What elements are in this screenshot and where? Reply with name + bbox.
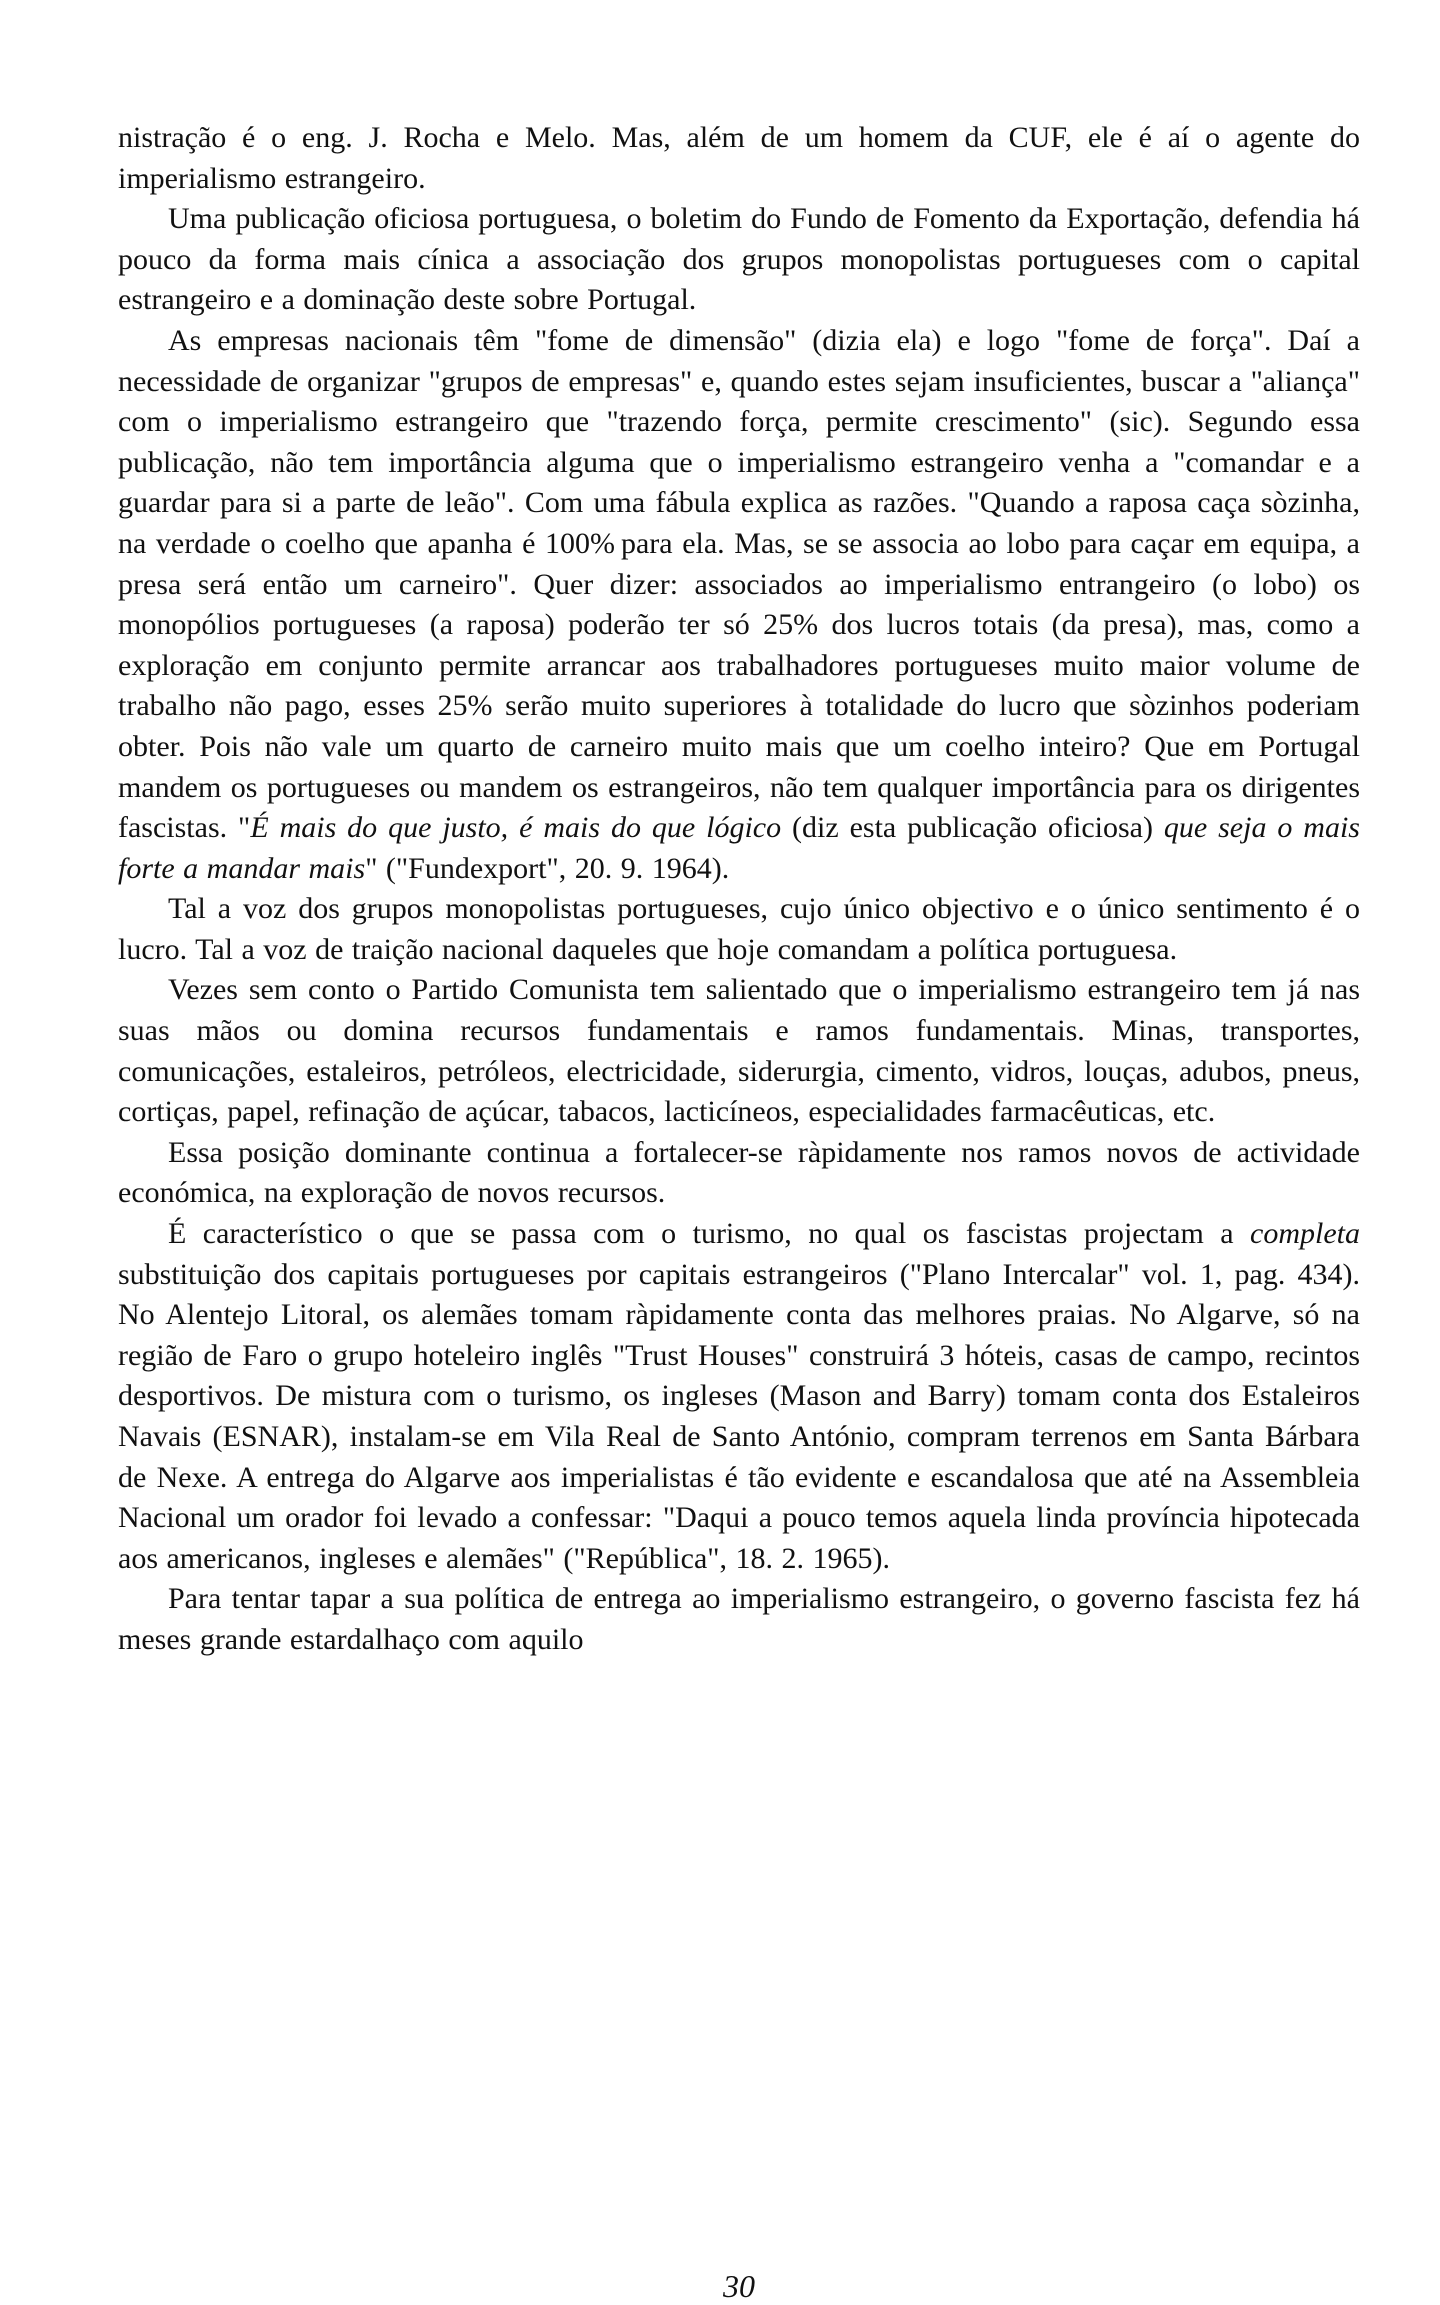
body-text	[118, 118, 1360, 1661]
text-run: (diz esta publicação oficiosa)	[781, 811, 1164, 845]
text-run: " ("Fundexport", 20. 9. 1964).	[365, 851, 730, 885]
text-run: É característico o que se passa com o turismo, no qual os fascistas projectam a	[168, 1217, 1251, 1251]
text-run: Essa posição dominante continua a fortalecer-se ràpidamente nos ramos novos de actividade económica, na exploração de novos recursos.	[118, 1135, 1360, 1210]
paragraph	[118, 118, 1360, 199]
page-number: 30	[723, 2268, 755, 2304]
text-run: Vezes sem conto o Partido Comunista tem salientado que o imperialismo estrangeiro tem já nas suas mãos ou domina recursos fundamentais e ramos fundamentais. Minas, transportes, comunicações, estaleiros, petróleos, electricidade, siderurgia, cimento, vidros, louças, adubos, pneus, cortiças, papel, refinação de açúcar, tabacos, lacticíneos, especialidades farmacêuticas, etc.	[118, 973, 1360, 1129]
italic-text: que seja o mais forte a mandar mais	[118, 811, 1360, 885]
text-run: As empresas nacionais têm "fome de dimensão" (dizia ela) e logo "fome de força". Daí a necessidade de organizar "grupos de empresas" e, quando estes sejam insuficientes, buscar a "aliança" com o imperialismo estrangeiro que "trazendo força, permite crescimento" (sic). Segundo essa publicação, não tem importância alguma que o imperialismo estrangeiro venha a "comandar e a guardar para si a parte de leão". Com uma fábula explica as razões. "Quando a raposa caça sòzinha, na verdade o coelho que apanha é 100% para ela. Mas, se se associa ao lobo para caçar em equipa, a presa será então um carneiro". Quer dizer: associados ao imperialismo entrangeiro (o lobo) os monopólios portugueses (a raposa) poderão ter só 25% dos lucros totais (da presa), mas, como a exploração em conjunto permite arrancar aos trabalhadores portugueses muito maior volume de trabalho não pago, esses 25% serão muito superiores à totalidade do lucro que sòzinhos poderiam obter. Pois não vale um quarto de carneiro muito mais que um coelho inteiro? Que em Portugal mandem os portugueses ou mandem os estrangeiros, não tem qualquer importância para os dirigentes fascistas. "	[118, 323, 1360, 845]
paragraph	[118, 1133, 1360, 1214]
italic-text: completa	[1250, 1217, 1360, 1251]
text-run: substituição dos capitais portugueses por capitais estrangeiros ("Plano Intercalar" vol. 1, pag. 434). No Alentejo Litoral, os alemães tomam ràpidamente conta das melhores praias. No Algarve, só na região de Faro o grupo hoteleiro inglês "Trust Houses" construirá 3 hóteis, casas de campo, recintos desportivos. De mistura com o turismo, os ingleses (Mason and Barry) tomam conta dos Estaleiros Navais (ESNAR), instalam-se em Vila Real de Santo António, compram terrenos em Santa Bárbara de Nexe. A entrega do Algarve aos imperialistas é tão evidente e escandalosa que até na Assembleia Nacional um orador foi levado a confessar: "Daqui a pouco temos aquela linda província hipotecada aos americanos, ingleses e alemães" ("República", 18. 2. 1965).	[118, 1257, 1360, 1575]
text-run: Uma publicação oficiosa portuguesa, o boletim do Fundo de Fomento da Exportação, defendia há pouco da forma mais cínica a associação dos grupos monopolistas portugueses com o capital estrangeiro e a dominação deste sobre Portugal.	[118, 202, 1360, 317]
italic-text: É mais do que justo, é mais do que lógico	[250, 811, 782, 845]
text-run: Tal a voz dos grupos monopolistas portugueses, cujo único objectivo e o único sentimento é o lucro. Tal a voz de traição nacional daqueles que hoje comandam a política portuguesa.	[118, 892, 1360, 966]
paragraph	[118, 970, 1360, 1132]
paragraph	[118, 889, 1360, 970]
paragraph	[118, 321, 1360, 889]
book-page	[118, 118, 1360, 2304]
paragraph	[118, 1579, 1360, 1660]
paragraph	[118, 199, 1360, 321]
paragraph	[118, 1214, 1360, 1579]
text-run: nistração é o eng. J. Rocha e Melo. Mas, além de um homem da CUF, ele é aí o agente do imperialismo estrangeiro.	[118, 121, 1360, 195]
text-run: Para tentar tapar a sua política de entrega ao imperialismo estrangeiro, o governo fascista fez há meses grande estardalhaço com aquilo	[118, 1582, 1360, 1656]
